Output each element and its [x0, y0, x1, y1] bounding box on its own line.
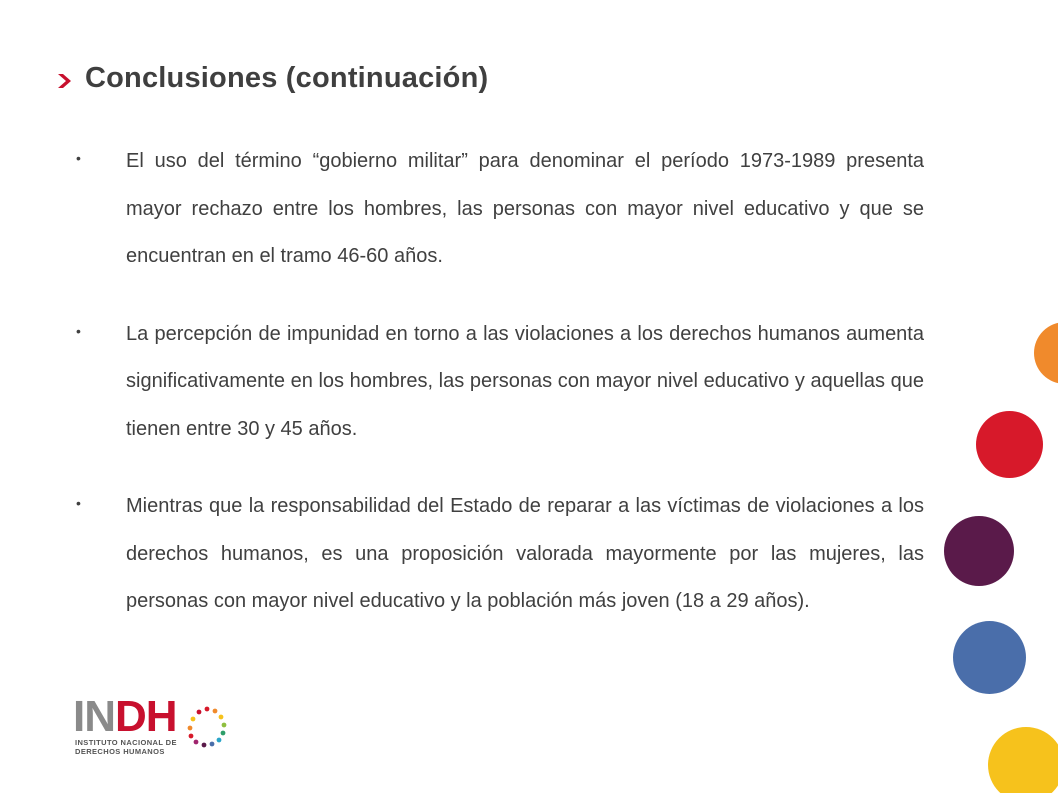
bullet-marker: •	[76, 495, 81, 511]
chevron-right-icon	[55, 64, 77, 94]
decor-circle-orange	[1034, 322, 1058, 384]
bullet-text: El uso del término “gobierno militar” para denominar el período 1973-1989 presenta mayor rechazo entre los hombres, las personas con mayor nivel educativo y que se encuentran en el tramo 46-60 años.	[126, 150, 924, 267]
logo-subtitle	[75, 738, 177, 756]
indh-logo	[73, 692, 233, 763]
title-row	[55, 62, 488, 95]
bullet-marker: •	[76, 322, 81, 339]
bullet-item	[72, 483, 924, 626]
logo-subtitle-line2: DERECHOS HUMANOS	[75, 747, 165, 756]
bullet-list	[72, 138, 924, 656]
decor-circle-purple	[944, 516, 1014, 586]
decor-circle-yellow	[988, 727, 1058, 793]
decor-circle-red	[976, 411, 1043, 478]
logo-wordmark	[73, 692, 177, 741]
logo-letter-h: H	[145, 692, 177, 741]
slide-title: Conclusiones (continuación)	[85, 62, 489, 94]
logo-subtitle-line1: INSTITUTO NACIONAL DE	[75, 738, 177, 747]
logo-letter-d: D	[115, 692, 146, 741]
bullet-text: La percepción de impunidad en torno a las violaciones a los derechos humanos aumenta significativamente en los hombres, las personas con mayor nivel educativo y aquellas que tienen entre 30 y 45 años.	[126, 322, 924, 440]
bullet-item	[72, 138, 924, 281]
logo-letter-i: I	[73, 692, 85, 741]
logo-dot-ring-icon	[185, 705, 229, 749]
decor-circle-blue	[953, 621, 1026, 694]
bullet-marker: •	[76, 150, 81, 166]
bullet-item	[72, 311, 924, 454]
bullet-text: Mientras que la responsabilidad del Estado de reparar a las víctimas de violaciones a los derechos humanos, es una proposición valorada mayormente por las mujeres, las personas con mayor nivel educativo y la población más joven (18 a 29 años).	[126, 495, 924, 612]
logo-letter-n: N	[84, 692, 116, 741]
